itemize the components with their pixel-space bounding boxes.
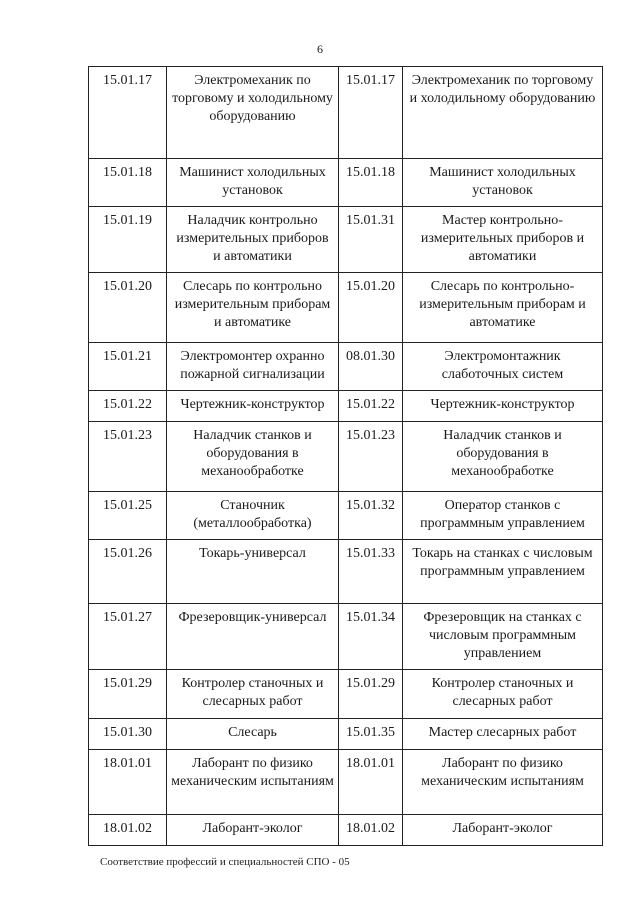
- new-code-cell: 15.01.29: [339, 670, 403, 719]
- new-code-cell: 08.01.30: [339, 343, 403, 391]
- old-profession-cell: Электромеханик по торговому и холодильному оборудованию: [167, 67, 339, 159]
- old-profession-cell: Лаборант-эколог: [167, 815, 339, 846]
- old-profession-cell: Электромонтер охранно пожарной сигнализации: [167, 343, 339, 391]
- old-code-cell: 15.01.20: [89, 273, 167, 343]
- new-code-cell: 15.01.34: [339, 604, 403, 670]
- table-body: [89, 67, 603, 846]
- old-code-cell: 15.01.29: [89, 670, 167, 719]
- table-row: [89, 422, 603, 492]
- table-row: [89, 815, 603, 846]
- old-profession-cell: Машинист холодильных установок: [167, 159, 339, 207]
- old-code-cell: 15.01.22: [89, 391, 167, 422]
- old-code-cell: 15.01.26: [89, 540, 167, 604]
- new-profession-cell: Токарь на станках с числовым программным управлением: [403, 540, 603, 604]
- new-profession-cell: Мастер контрольно-измерительных приборов и автоматики: [403, 207, 603, 273]
- old-code-cell: 15.01.18: [89, 159, 167, 207]
- new-code-cell: 15.01.23: [339, 422, 403, 492]
- new-profession-cell: Лаборант-эколог: [403, 815, 603, 846]
- new-code-cell: 15.01.35: [339, 719, 403, 750]
- old-profession-cell: Наладчик контрольно измерительных приборов и автоматики: [167, 207, 339, 273]
- new-profession-cell: Слесарь по контрольно-измерительным приборам и автоматике: [403, 273, 603, 343]
- new-code-cell: 15.01.18: [339, 159, 403, 207]
- table-row: [89, 719, 603, 750]
- old-profession-cell: Контролер станочных и слесарных работ: [167, 670, 339, 719]
- old-profession-cell: Фрезеровщик-универсал: [167, 604, 339, 670]
- table-row: [89, 604, 603, 670]
- old-code-cell: 15.01.27: [89, 604, 167, 670]
- new-profession-cell: Контролер станочных и слесарных работ: [403, 670, 603, 719]
- table-row: [89, 492, 603, 540]
- table-row: [89, 67, 603, 159]
- table-row: [89, 540, 603, 604]
- table-row: [89, 391, 603, 422]
- table-row: [89, 273, 603, 343]
- new-profession-cell: Фрезеровщик на станках с числовым программным управлением: [403, 604, 603, 670]
- new-code-cell: 15.01.17: [339, 67, 403, 159]
- old-profession-cell: Лаборант по физико механическим испытаниям: [167, 750, 339, 815]
- new-code-cell: 15.01.22: [339, 391, 403, 422]
- new-profession-cell: Наладчик станков и оборудования в механообработке: [403, 422, 603, 492]
- old-profession-cell: Слесарь по контрольно измерительным приборам и автоматике: [167, 273, 339, 343]
- old-code-cell: 15.01.23: [89, 422, 167, 492]
- new-profession-cell: Лаборант по физико механическим испытаниям: [403, 750, 603, 815]
- professions-correspondence-table: [88, 66, 603, 846]
- old-code-cell: 18.01.01: [89, 750, 167, 815]
- table-row: [89, 343, 603, 391]
- old-code-cell: 15.01.25: [89, 492, 167, 540]
- table-row: [89, 750, 603, 815]
- new-code-cell: 15.01.31: [339, 207, 403, 273]
- new-profession-cell: Электромеханик по торговому и холодильному оборудованию: [403, 67, 603, 159]
- new-code-cell: 15.01.32: [339, 492, 403, 540]
- page-number: 6: [317, 42, 323, 56]
- old-profession-cell: Слесарь: [167, 719, 339, 750]
- old-code-cell: 15.01.30: [89, 719, 167, 750]
- old-code-cell: 15.01.19: [89, 207, 167, 273]
- new-profession-cell: Чертежник-конструктор: [403, 391, 603, 422]
- new-code-cell: 15.01.20: [339, 273, 403, 343]
- table-row: [89, 670, 603, 719]
- old-code-cell: 15.01.21: [89, 343, 167, 391]
- new-profession-cell: Оператор станков с программным управлением: [403, 492, 603, 540]
- new-code-cell: 15.01.33: [339, 540, 403, 604]
- old-profession-cell: Станочник (металлообработка): [167, 492, 339, 540]
- table-row: [89, 207, 603, 273]
- new-profession-cell: Электромонтажник слаботочных систем: [403, 343, 603, 391]
- old-profession-cell: Токарь-универсал: [167, 540, 339, 604]
- new-profession-cell: Мастер слесарных работ: [403, 719, 603, 750]
- table-row: [89, 159, 603, 207]
- footer-note: Соответствие профессий и специальностей СПО - 05: [100, 856, 350, 868]
- old-profession-cell: Чертежник-конструктор: [167, 391, 339, 422]
- old-profession-cell: Наладчик станков и оборудования в механообработке: [167, 422, 339, 492]
- new-code-cell: 18.01.02: [339, 815, 403, 846]
- new-code-cell: 18.01.01: [339, 750, 403, 815]
- old-code-cell: 18.01.02: [89, 815, 167, 846]
- new-profession-cell: Машинист холодильных установок: [403, 159, 603, 207]
- old-code-cell: 15.01.17: [89, 67, 167, 159]
